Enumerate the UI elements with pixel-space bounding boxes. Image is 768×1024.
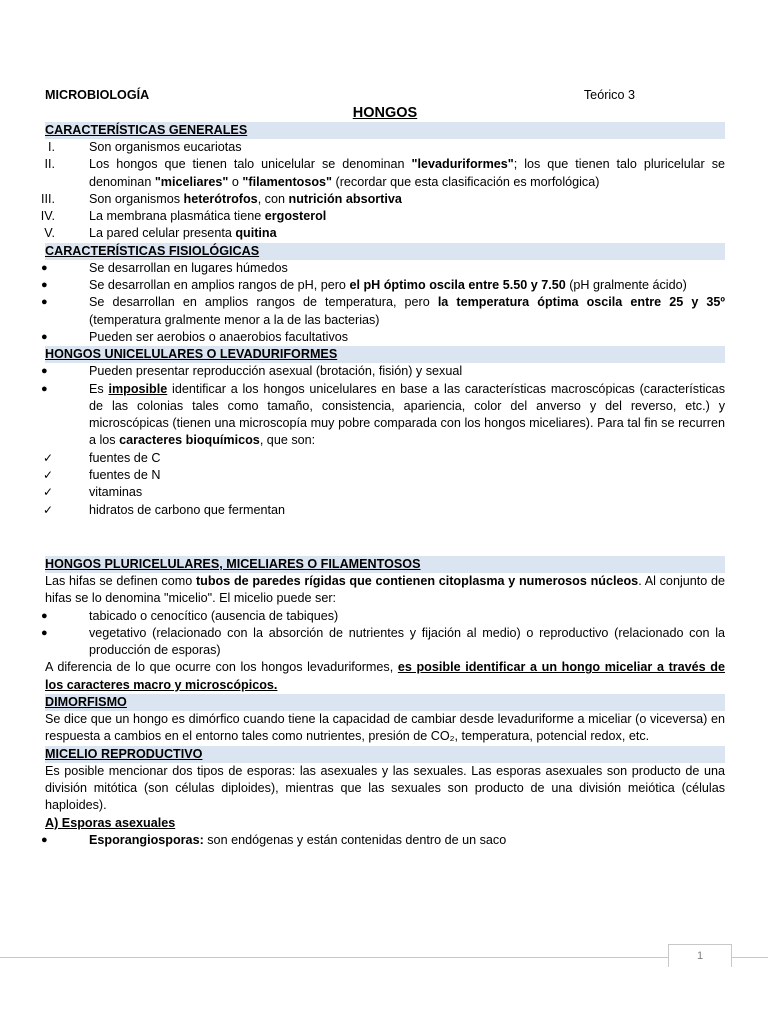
spacer: [45, 519, 725, 556]
section-heading-unicellular: HONGOS UNICELULARES O LEVADURIFORMES: [45, 346, 725, 363]
list-item: I. Son organismos eucariotas: [48, 140, 242, 154]
subheading-asexual-spores: A) Esporas asexuales: [45, 815, 176, 830]
bullet-icon: ●: [41, 365, 48, 378]
section-heading-dimorphism: DIMORFISMO: [45, 694, 725, 711]
bullet-icon: ●: [41, 626, 48, 639]
class-label: Teórico 3: [583, 88, 635, 102]
paragraph: A diferencia de lo que ocurre con los hongos levaduriformes, es posible identificar a un hongo miceliar a través de los caracteres macro y microscópicos.: [45, 660, 725, 692]
check-item: ✓ hidratos de carbono que fermentan: [45, 502, 725, 519]
bullet-icon: ●: [41, 609, 48, 622]
section-heading-multicellular: HONGOS PLURICELULARES, MICELIARES O FILAMENTOSOS: [45, 556, 725, 573]
list-item: ● Se desarrollan en amplios rangos de temperatura, pero la temperatura óptima oscila entre 25 y 35º (temperatura gralmente menor a la de las bacterias): [41, 295, 725, 327]
document-title: HONGOS: [352, 105, 418, 121]
list-item: ● Pueden presentar reproducción asexual (brotación, fisión) y sexual: [45, 363, 725, 380]
paragraph: Se dice que un hongo es dimórfico cuando tiene la capacidad de cambiar desde levaduriforme a miceliar (o viceversa) en respuesta a cambios en el entorno tales como nutrientes, presión de CO₂, temperatura, potencial redox, etc.: [45, 712, 725, 744]
section-heading-physiological: CARACTERÍSTICAS FISIOLÓGICAS: [45, 243, 725, 260]
list-item: ● vegetativo (relacionado con la absorción de nutrientes y fijación al medio) o reproductivo (relacionado con la producción de esporas): [41, 625, 725, 658]
bullet-icon: ●: [41, 296, 48, 309]
page-number: 1: [668, 944, 732, 967]
section-heading-general: CARACTERÍSTICAS GENERALES: [45, 122, 725, 139]
document-header: [45, 86, 725, 104]
subject-label: MICROBIOLOGÍA: [45, 88, 150, 102]
paragraph: Las hifas se definen como tubos de paredes rígidas que contienen citoplasma y numerosos núcleos. Al conjunto de hifas se lo denomina "micelio". El micelio puede ser:: [45, 573, 725, 606]
bullet-icon: ●: [41, 382, 48, 395]
check-item: ✓ fuentes de C: [45, 450, 725, 467]
bullet-icon: ●: [41, 330, 48, 343]
check-item: ✓ fuentes de N: [45, 467, 725, 484]
document-page: [40, 86, 725, 849]
list-item: ● Esporangiosporas: son endógenas y están contenidas dentro de un saco: [45, 832, 725, 849]
list-item: V. La pared celular presenta quitina: [44, 226, 277, 241]
check-item: ✓ vitaminas: [45, 484, 725, 501]
check-icon: ✓: [43, 502, 54, 517]
list-item: III. Son organismos heterótrofos, con nutrición absortiva: [41, 191, 402, 206]
section-heading-reproductive: MICELIO REPRODUCTIVO: [45, 746, 725, 763]
bullet-icon: ●: [41, 261, 48, 274]
list-item: ● Pueden ser aerobios o anaerobios facultativos: [45, 329, 725, 346]
bullet-icon: ●: [41, 833, 48, 846]
paragraph: Es posible mencionar dos tipos de esporas: las asexuales y las sexuales. Las esporas asexuales son producto de una división mitótica (son células diploides), mientras que las sexuales son producto de una división meiótica (células haploides).: [45, 763, 725, 813]
bullet-icon: ●: [41, 279, 48, 292]
list-item: ● Es imposible identificar a los hongos unicelulares en base a las características macroscópicas (características de las colonias tales como tamaño, consistencia, apariencia, color del anverso y del reverso, etc.) y microscópicas (tienen una microscopía muy pobre comparada con los hongos miceliares). Para tal fin se recurren a los caracteres bioquímicos, que son:: [41, 381, 725, 448]
check-icon: ✓: [43, 468, 54, 483]
list-item: IV. La membrana plasmática tiene ergosterol: [40, 209, 327, 224]
check-icon: ✓: [43, 485, 54, 500]
list-item: ● Se desarrollan en amplios rangos de pH, pero el pH óptimo oscila entre 5.50 y 7.50 (pH gralmente ácido): [45, 277, 725, 294]
check-icon: ✓: [43, 450, 54, 465]
list-item: ● tabicado o cenocítico (ausencia de tabiques): [45, 608, 725, 625]
footer-divider: [0, 957, 768, 958]
list-item: II. Los hongos que tienen talo unicelular se denominan "levaduriformes"; los que tienen talo pluricelular se denominan "miceliares" o "filamentosos" (recordar que esta clasificación es morfológica): [44, 157, 725, 189]
list-item: ● Se desarrollan en lugares húmedos: [45, 260, 725, 277]
